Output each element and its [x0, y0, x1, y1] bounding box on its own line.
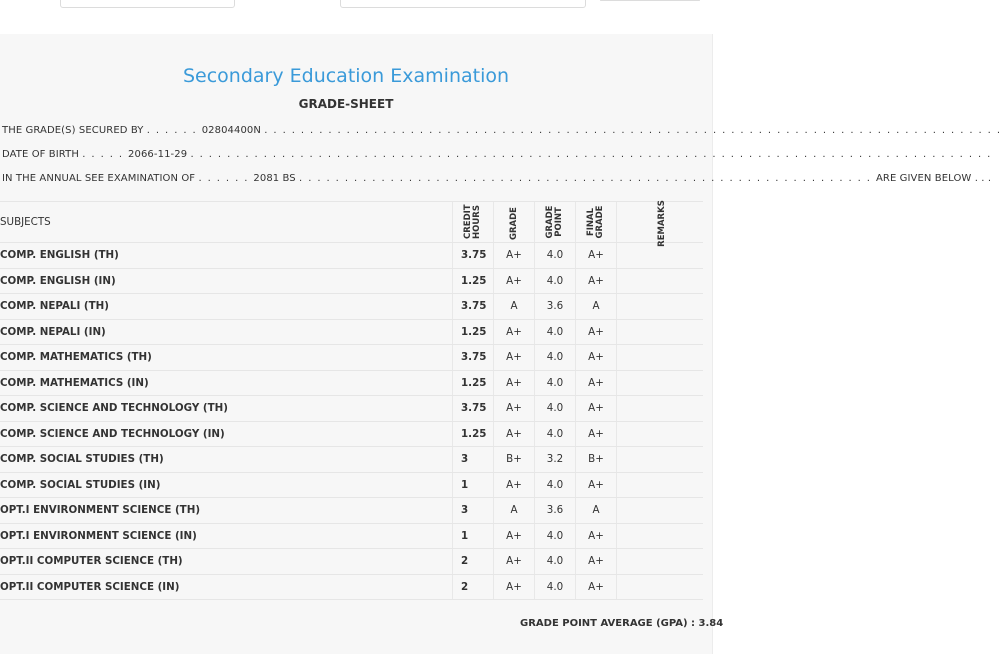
credit-hours-cell: 3.75 [453, 294, 494, 320]
grades-secured-line [2, 125, 1001, 136]
grade-cell: A [494, 294, 535, 320]
page-title: Secondary Education Examination [182, 65, 510, 87]
credit-hours-cell: 1.25 [453, 421, 494, 447]
subject-cell: OPT.II COMPUTER SCIENCE (TH) [0, 549, 453, 575]
grade-point-cell: 4.0 [535, 574, 576, 600]
table-row [0, 523, 703, 549]
dots: . . . . . . [198, 173, 254, 184]
header-remarks: REMARKS [617, 202, 704, 243]
remarks-cell [617, 268, 704, 294]
final-grade-cell: A+ [576, 396, 617, 422]
remarks-cell [617, 396, 704, 422]
header-grade: GRADE [494, 202, 535, 243]
dob-line [2, 149, 992, 160]
dots: . . . . . . [146, 125, 202, 136]
final-grade-cell: A+ [576, 268, 617, 294]
credit-hours-cell: 3.75 [453, 396, 494, 422]
credit-hours-cell: 3.75 [453, 243, 494, 269]
subject-cell: OPT.I ENVIRONMENT SCIENCE (IN) [0, 523, 453, 549]
grade-point-cell: 4.0 [535, 370, 576, 396]
grade-point-cell: 4.0 [535, 268, 576, 294]
grade-point-cell: 3.2 [535, 447, 576, 473]
grades-secured-label: THE GRADE(S) SECURED BY [2, 125, 144, 136]
credit-hours-cell: 3 [453, 447, 494, 473]
table-row [0, 549, 703, 575]
top-field-2[interactable] [340, 0, 586, 8]
credit-hours-cell: 3 [453, 498, 494, 524]
grade-cell: A+ [494, 421, 535, 447]
grade-cell: A+ [494, 319, 535, 345]
table-row [0, 319, 703, 345]
grade-cell: A+ [494, 396, 535, 422]
header-grade-point: GRADE POINT [535, 202, 576, 243]
remarks-cell [617, 447, 704, 473]
remarks-cell [617, 370, 704, 396]
grade-cell: A+ [494, 243, 535, 269]
subject-cell: COMP. NEPALI (IN) [0, 319, 453, 345]
grade-point-cell: 4.0 [535, 396, 576, 422]
table-row [0, 574, 703, 600]
subject-cell: OPT.I ENVIRONMENT SCIENCE (TH) [0, 498, 453, 524]
final-grade-cell: A+ [576, 345, 617, 371]
dots: . . . . . . . . . . . . . . . . . . . . . . . . . . . . . . . . . . . . . . . . . . . . . . . . . . . . . . . . . . . . . . . [299, 173, 876, 184]
table-row [0, 498, 703, 524]
remarks-cell [617, 319, 704, 345]
grade-cell: A+ [494, 549, 535, 575]
final-grade-cell: A+ [576, 243, 617, 269]
final-grade-cell: A+ [576, 370, 617, 396]
subject-cell: COMP. ENGLISH (TH) [0, 243, 453, 269]
final-grade-cell: B+ [576, 447, 617, 473]
remarks-cell [617, 472, 704, 498]
table-row [0, 345, 703, 371]
table-row [0, 472, 703, 498]
table-row [0, 421, 703, 447]
remarks-cell [617, 574, 704, 600]
exam-label: IN THE ANNUAL SEE EXAMINATION OF [2, 173, 196, 184]
subject-cell: OPT.II COMPUTER SCIENCE (IN) [0, 574, 453, 600]
grade-point-cell: 4.0 [535, 472, 576, 498]
table-row [0, 268, 703, 294]
credit-hours-cell: 1.25 [453, 319, 494, 345]
credit-hours-cell: 1 [453, 472, 494, 498]
exam-year: 2081 BS [253, 173, 296, 184]
final-grade-cell: A+ [576, 523, 617, 549]
grade-point-cell: 3.6 [535, 294, 576, 320]
subject-cell: COMP. MATHEMATICS (IN) [0, 370, 453, 396]
credit-hours-cell: 3.75 [453, 345, 494, 371]
grade-cell: A+ [494, 370, 535, 396]
subject-cell: COMP. MATHEMATICS (TH) [0, 345, 453, 371]
table-row [0, 243, 703, 269]
final-grade-cell: A+ [576, 549, 617, 575]
top-field-1[interactable] [60, 0, 235, 8]
top-bar [0, 0, 720, 30]
symbol-number: 02804400N [201, 125, 261, 136]
dob-value: 2066-11-29 [128, 149, 188, 160]
grade-point-cell: 4.0 [535, 345, 576, 371]
page-subtitle: GRADE-SHEET [298, 97, 394, 111]
top-field-3[interactable] [600, 0, 700, 1]
final-grade-cell: A+ [576, 319, 617, 345]
grade-point-cell: 4.0 [535, 319, 576, 345]
subject-cell: COMP. NEPALI (TH) [0, 294, 453, 320]
grade-cell: A+ [494, 345, 535, 371]
grade-cell: A+ [494, 472, 535, 498]
table-row [0, 447, 703, 473]
final-grade-cell: A+ [576, 472, 617, 498]
table-row [0, 294, 703, 320]
dots: . . . . . [82, 149, 129, 160]
subject-cell: COMP. SCIENCE AND TECHNOLOGY (TH) [0, 396, 453, 422]
header-final-grade: FINAL GRADE [576, 202, 617, 243]
table-header-row [0, 202, 703, 243]
gpa-summary: GRADE POINT AVERAGE (GPA) : 3.84 [520, 618, 724, 629]
remarks-cell [617, 498, 704, 524]
subject-cell: COMP. SCIENCE AND TECHNOLOGY (IN) [0, 421, 453, 447]
remarks-cell [617, 549, 704, 575]
credit-hours-cell: 2 [453, 549, 494, 575]
dots: . . . . . . . . . . . . . . . . . . . . . . . . . . . . . . . . . . . . . . . . . . . . . . . . . . . . . . . . . . . . . . . . . . . . . . . . . . . . . . . . . . . . . . . . [190, 149, 992, 160]
final-grade-cell: A+ [576, 574, 617, 600]
given-below: ARE GIVEN BELOW . . . [875, 173, 992, 184]
grade-cell: A+ [494, 268, 535, 294]
credit-hours-cell: 1.25 [453, 370, 494, 396]
grades-table [0, 201, 703, 600]
remarks-cell [617, 294, 704, 320]
exam-line [2, 173, 991, 184]
credit-hours-cell: 1.25 [453, 268, 494, 294]
subject-cell: COMP. SOCIAL STUDIES (IN) [0, 472, 453, 498]
subject-cell: COMP. SOCIAL STUDIES (TH) [0, 447, 453, 473]
credit-hours-cell: 2 [453, 574, 494, 600]
header-subjects: SUBJECTS [0, 202, 453, 243]
grade-cell: A+ [494, 574, 535, 600]
table-row [0, 396, 703, 422]
dots: . . . . . . . . . . . . . . . . . . . . . . . . . . . . . . . . . . . . . . . . . . . . . . . . . . . . . . . . . . . . . . . . . . . . . . . . . . . . . . . . . [264, 125, 1001, 136]
final-grade-cell: A+ [576, 421, 617, 447]
remarks-cell [617, 421, 704, 447]
remarks-cell [617, 523, 704, 549]
grade-point-cell: 4.0 [535, 243, 576, 269]
final-grade-cell: A [576, 294, 617, 320]
grade-point-cell: 4.0 [535, 523, 576, 549]
subject-cell: COMP. ENGLISH (IN) [0, 268, 453, 294]
grade-point-cell: 3.6 [535, 498, 576, 524]
grade-point-cell: 4.0 [535, 549, 576, 575]
grade-cell: A [494, 498, 535, 524]
remarks-cell [617, 345, 704, 371]
grade-cell: A+ [494, 523, 535, 549]
table-row [0, 370, 703, 396]
credit-hours-cell: 1 [453, 523, 494, 549]
dob-label: DATE OF BIRTH [2, 149, 79, 160]
final-grade-cell: A [576, 498, 617, 524]
header-credit-hours: CREDIT HOURS [453, 202, 494, 243]
grade-point-cell: 4.0 [535, 421, 576, 447]
grade-cell: B+ [494, 447, 535, 473]
